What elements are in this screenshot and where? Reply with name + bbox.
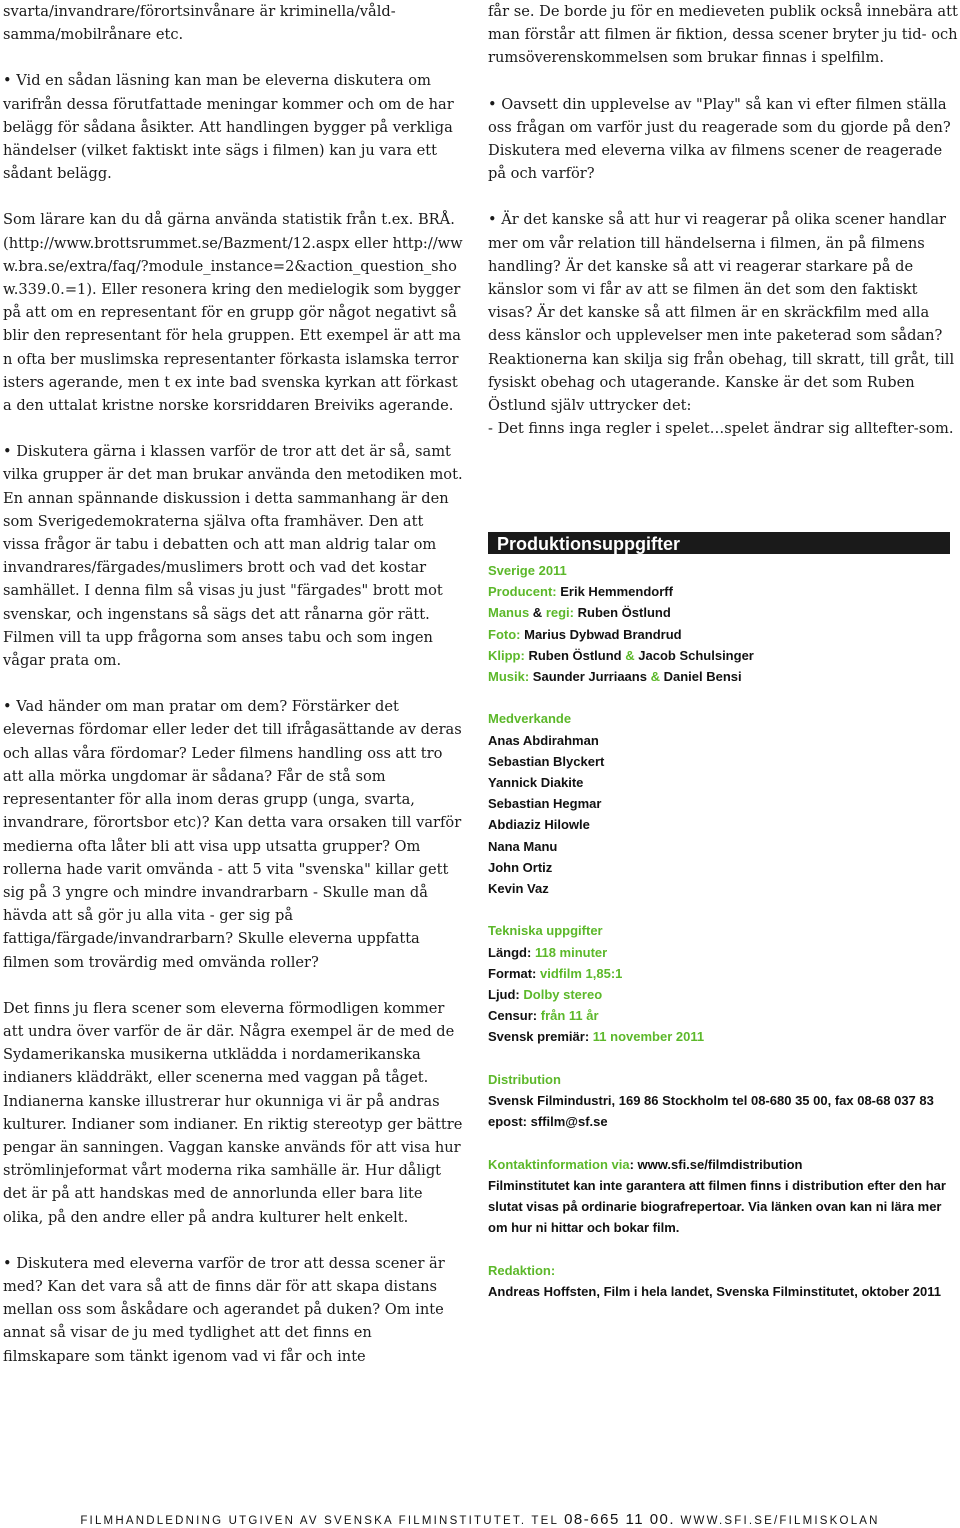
sound: Dolby stereo: [523, 987, 603, 1003]
cast-member: Abdiaziz Hilowle: [488, 817, 590, 833]
cast-member: Sebastian Hegmar: [488, 796, 602, 812]
bullet-paragraph: • Vad händer om man pratar om dem? Förstärker det elevernas fördomar eller leder det till ifrågasättande av deras och allas våra fördomar? Leder filmens handling oss att tro att alla mörka ungdomar är sådana? Får de stå som representanter för alla inom deras grupp (unga, svarta, invandrare, förortsbor etc)? Kan detta vara orsaken till varför medierna ofta låter bli att visa upp utsatta grupper? Om rollerna hade varit omvända - att 5 vita "svenska" killar gett sig på 3 yngre och mindre invandrarbarn - Skulle man då hävda att så gör ju alla vita - ger sig på fattiga/färgade/invandrarbarn? Skulle eleverna uppfatta filmen som trovärdig med omvända roller?: [3, 695, 463, 973]
footer-tel: 08-665 11 00.: [564, 1511, 676, 1528]
length-line: [488, 942, 950, 963]
length-label: Längd:: [488, 944, 532, 960]
ampersand: &: [650, 669, 660, 685]
bullet-paragraph: • Är det kanske så att hur vi reagerar på olika scener handlar mer om vår relation till händelserna i filmen, än på filmens handling? Är det kanske så att vi reagerar starkare på de känslor som vi får av att se filmen än det som den faktiskt visas? Är det kanske så att filmen är en skräckfilm med alla dess känslor och upplevelser men inte paketerad som sådan? Reaktionerna kan skilja sig från obehag, till skratt, till gråt, till fysiskt obehag och utagerande. Kanske är det som Ruben Östlund själv uttrycker det:: [488, 208, 958, 417]
klipp-label: Klipp:: [488, 647, 525, 663]
bullet-paragraph: • Vid en sådan läsning kan man be eleverna diskutera om varifrån dessa förutfattade meningar kommer och om de har belägg för sådana åsikter. Att handlingen bygger på verkliga händelser (vilket faktiskt inte sägs i filmen) kan ju vara ett sådant belägg.: [3, 69, 463, 185]
production-header: Produktionsuppgifter: [488, 532, 950, 554]
bullet-paragraph: • Oavsett din upplevelse av "Play" så kan vi efter filmen ställa oss frågan om varför just du reagerade som du gjorde på den? Diskutera med eleverna vilka av filmens scener de reagerade på och varför?: [488, 93, 958, 186]
censor-label: Censur:: [488, 1008, 538, 1024]
cast-member: Anas Abdirahman: [488, 732, 599, 748]
sound-label: Ljud:: [488, 987, 520, 1003]
distribution-label: Distribution: [488, 1071, 561, 1087]
premiere-line: [488, 1026, 950, 1047]
footer-url[interactable]: WWW.SFI.SE/FILMISKOLAN: [680, 1515, 880, 1527]
ampersand: &: [532, 605, 543, 621]
klipp-2: Jacob Schulsinger: [638, 647, 754, 663]
footer-text: FILMHANDLEDNING UTGIVEN AV SVENSKA FILMINSTITUTET. TEL: [80, 1515, 559, 1527]
musik-line: [488, 666, 950, 687]
regi-label: regi:: [545, 605, 574, 621]
censor: från 11 år: [540, 1008, 599, 1024]
klipp-1: Ruben Östlund: [528, 647, 622, 663]
contact-link[interactable]: www.sfi.se/filmdistribution: [637, 1156, 803, 1172]
editor: Andreas Hoffsten, Film i hela landet, Svenska Filminstitutet, oktober 2011: [488, 1283, 941, 1299]
cast-member: Yannick Diakite: [488, 775, 584, 791]
manus-label: Manus: [488, 605, 530, 621]
contact-text: Filminstitutet kan inte garantera att filmen finns i distribution efter den har slutat visas på ordinarie biografrepertoar. Via länken ovan kan ni lära mer om hur ni hittar och bokar film.: [488, 1177, 946, 1236]
editor-label: Redaktion:: [488, 1262, 556, 1278]
paragraph: En annan spännande diskussion i detta sammanhang är den som Sverigedemokraterna själva ofta framhäver. Den att vissa frågor är tabu i debatten och att man aldrig talar om invandrares/färgades/muslimers brott och vad det kostar samhället. I denna film så visas ju just "färgades" brott mot svenskar, och ingenstans så sägs det att rånarna gör rätt. Filmen vill ta upp frågorna som anses tabu och som ingen vågar prata om.: [3, 489, 449, 670]
cast-member: Kevin Vaz: [488, 881, 549, 897]
format-line: [488, 963, 950, 984]
cast-member: John Ortiz: [488, 859, 553, 875]
country-year: Sverige 2011: [488, 563, 567, 578]
foto-label: Foto:: [488, 626, 521, 642]
musik-2: Daniel Bensi: [663, 669, 742, 685]
bullet-paragraph: • Diskutera med eleverna varför de tror att dessa scener är med? Kan det vara så att de finns där för att skapa distans mellan oss som åskådare och agerandet på duken? Om inte annat så visar de ju med tydlighet att det finns en filmskapare som tänkt igenom vad vi får och inte: [3, 1252, 463, 1368]
length: 118 minuter: [534, 944, 608, 960]
premiere: 11 november 2011: [592, 1029, 705, 1045]
bullet-paragraph: • Diskutera gärna i klassen varför de tror att det är så, samt vilka grupper är det man brukar använda den metodiken mot.: [3, 440, 463, 486]
format: vidfilm 1,85:1: [540, 965, 623, 981]
producer: Erik Hemmendorff: [560, 584, 673, 600]
foto: Marius Dybwad Brandrud: [524, 626, 682, 642]
sound-line: [488, 984, 950, 1005]
paragraph: svarta/invandrare/förortsinvånare är kriminella/våld-samma/mobilrånare etc.: [3, 3, 396, 44]
paragraph: Som lärare kan du då gärna använda statistik från t.ex. BRÅ. (http://www.brottsrummet.se/Bazment/12.aspx eller http://www.bra.se/extra/faq/?module_instance=2&action_question_show.339.0.=1). Eller resonera kring den medielogik som bygger på att om en representant för en grupp gör något negativt så blir den representant för hela gruppen. Ett exempel är att man ofta ber muslimska representanter förkasta islamska terroristers agerande, men t ex inte bad svenska kyrkan att förkasta den uttalat kristne norske korsriddaren Breiviks agerande.: [3, 211, 463, 415]
tech-label: Tekniska uppgifter: [488, 923, 603, 939]
page-footer: [0, 1511, 960, 1528]
musik-label: Musik:: [488, 669, 530, 685]
right-column: [488, 0, 958, 440]
ampersand: &: [625, 647, 635, 663]
premiere-label: Svensk premiär:: [488, 1029, 590, 1045]
censor-line: [488, 1005, 950, 1026]
contact-line: [488, 1154, 950, 1175]
format-label: Format:: [488, 965, 537, 981]
manus-regi: Ruben Östlund: [577, 605, 671, 621]
cast-member: Nana Manu: [488, 838, 558, 854]
cast-label: Medverkande: [488, 711, 572, 727]
manus-regi-line: [488, 602, 950, 623]
paragraph: får se. De borde ju för en medieveten publik också innebära att man förstår att filmen är fiktion, dessa scener bryter ju tid- och rumsöverenskommelsen som brukar finnas i spelfilm.: [488, 3, 958, 67]
foto-line: [488, 624, 950, 645]
cast-member: Sebastian Blyckert: [488, 753, 605, 769]
contact-colon: :: [629, 1156, 634, 1172]
production-info: [488, 532, 950, 1302]
left-column: [3, 0, 463, 1368]
musik-1: Saunder Jurriaans: [532, 669, 647, 685]
contact-label: Kontaktinformation via: [488, 1156, 630, 1172]
distribution: Svensk Filmindustri, 169 86 Stockholm tel 08-680 35 00, fax 08-68 037 83 epost: sffilm@sf.se: [488, 1093, 934, 1130]
paragraph: Det finns ju flera scener som eleverna förmodligen kommer att undra över varför de är där. Några exempel är de med de Sydamerikanska musikerna utklädda i nordamerikanska indianers kläddräkt, eller scenerna med vaggan på tåget. Indianerna kanske illustrerar hur okunniga vi är på andras kulturer. Indianer som indianer. En riktig stereotyp ger bättre pengar än sanningen. Vaggan kanske används för att visa hur strömlinjeformat vårt moderna rika samhälle är. Hur dåligt det är på att handskas med de annorlunda eller bara lite olika, på den andre eller på andra kulturer helt enkelt.: [3, 999, 463, 1226]
quote: - Det finns inga regler i spelet…spelet ändrar sig alltefter-som.: [488, 420, 954, 438]
klipp-line: [488, 645, 950, 666]
producer-line: [488, 581, 950, 602]
producer-label: Producent:: [488, 584, 557, 600]
